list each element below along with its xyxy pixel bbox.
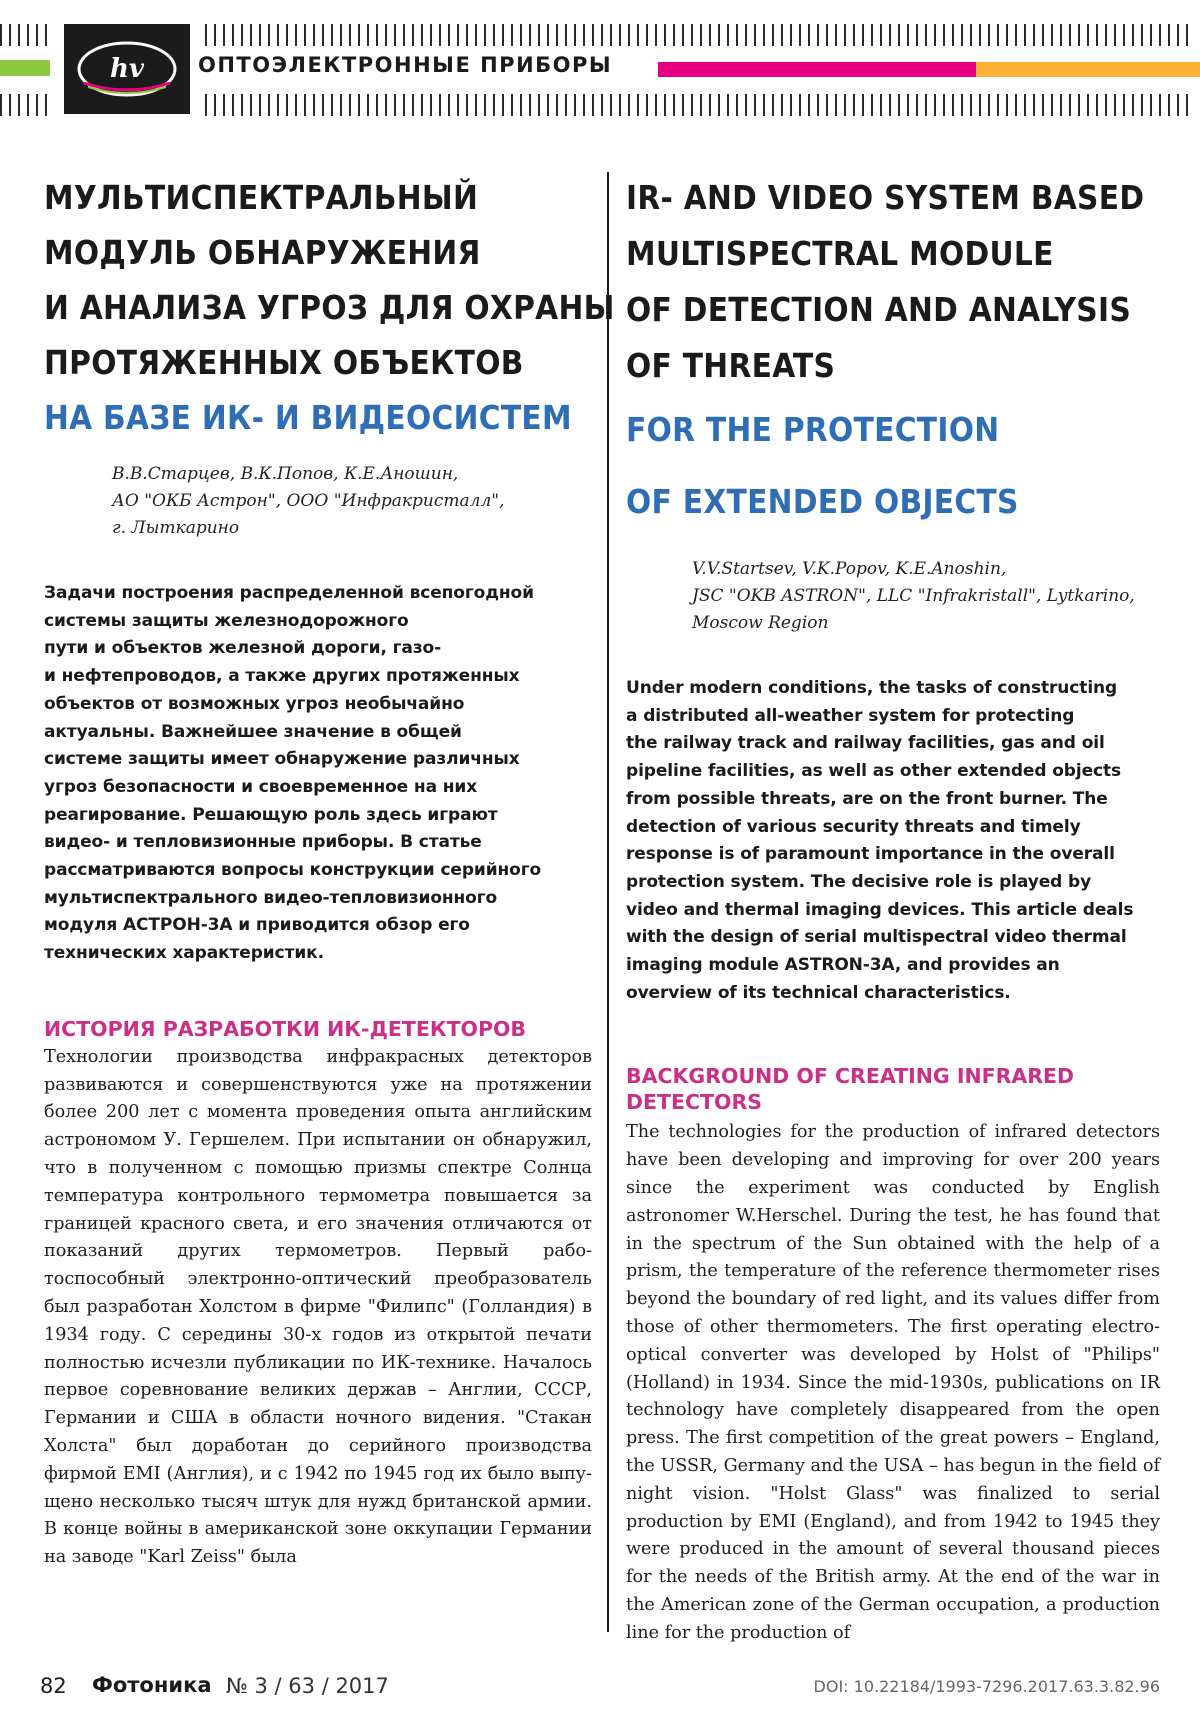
ru-article-title: [44, 170, 592, 445]
journal-issue: № 3 / 63 / 2017: [226, 1674, 389, 1698]
ru-abstract-line: видео- и тепловизионные приборы. В статье: [44, 829, 592, 857]
ru-abstract-line: реагирование. Решающую роль здесь играют: [44, 802, 592, 830]
doi-link[interactable]: DOI: 10.22184/1993-7296.2017.63.3.82.96: [814, 1677, 1160, 1696]
en-title-subtitle-line: OF EXTENDED OBJECTS: [626, 466, 1160, 538]
ru-title-line: И АНАЛИЗА УГРОЗ ДЛЯ ОХРАНЫ: [44, 280, 592, 335]
logo-text: hv: [110, 54, 145, 84]
en-title-line: IR- AND VIDEO SYSTEM BASED: [626, 170, 1160, 226]
ru-abstract-line: технических характеристик.: [44, 940, 592, 968]
header-yellow-bar: [976, 62, 1200, 77]
ru-title-line: МУЛЬТИСПЕКТРАЛЬНЫЙ: [44, 170, 592, 225]
ru-author-line: АО "ОКБ Астрон", ООО "Инфракристалл",: [112, 488, 592, 515]
ru-abstract-line: пути и объектов железной дороги, газо-: [44, 635, 592, 663]
en-article-title: [626, 170, 1160, 538]
en-abstract-line: imaging module ASTRON-3A, and provides an: [626, 952, 1160, 980]
en-section-heading-line: BACKGROUND OF CREATING INFRARED: [626, 1063, 1160, 1089]
english-column: [626, 170, 1160, 1648]
en-abstract-line: a distributed all-weather system for protecting: [626, 703, 1160, 731]
ru-abstract-line: рассматриваются вопросы конструкции серийного: [44, 857, 592, 885]
section-title: ОПТОЭЛЕКТРОННЫЕ ПРИБОРЫ: [198, 53, 612, 77]
en-abstract-line: the railway track and railway facilities, gas and oil: [626, 730, 1160, 758]
en-abstract-line: pipeline facilities, as well as other extended objects: [626, 758, 1160, 786]
en-abstract-line: with the design of serial multispectral video thermal: [626, 924, 1160, 952]
en-abstract-line: protection system. The decisive role is played by: [626, 869, 1160, 897]
header-tick-rule: [0, 24, 50, 46]
ru-author-line: г. Лыткарино: [112, 515, 592, 542]
page-footer: [40, 1670, 1160, 1706]
ru-abstract-line: актуальны. Важнейшее значение в общей: [44, 719, 592, 747]
ru-body-text: Технологии производства инфракрасных детекто­ров развиваются и совершенствуются уже на про­тяжении более 200 лет с момента проведения опыта английским астрономом У. Гершелем. При испытании он обнаружил, что в полученном с помощью призмы спектре Солнца температура контрольного термометра повышается за грани­цей красного света, и его значения отличаются от показаний других термометров. Первый рабо­тоспособный электронно-оптический преобразо­ватель был разработан Холстом в фирме "Филипс" (Голландия) в 1934 году. С середины 30-х годов из открытой печати полностью исчезли публи­кации по ИК-технике. Началось первое соревно­вание великих держав – Англии, СССР, Германии и США в области ночного видения. "Стакан Холста" был доработан до серийного производства фирмой EMI (Англия), и с 1942 по 1945 год их было выпу­щено несколько тысяч штук для нужд британ­ской армии. В конце войны в американской зоне оккупации Германии на заводе "Karl Zeiss" была: [44, 1044, 592, 1572]
en-title-line: OF DETECTION AND ANALYSIS: [626, 282, 1160, 338]
ru-abstract-line: Задачи построения распределенной всепогодной: [44, 580, 592, 608]
ru-abstract-line: модуля АСТРОН-3А и приводится обзор его: [44, 912, 592, 940]
ru-abstract-line: системы защиты железнодорожного: [44, 608, 592, 636]
ru-section-heading: ИСТОРИЯ РАЗРАБОТКИ ИК-ДЕТЕКТОРОВ: [44, 1016, 592, 1042]
en-abstract-line: video and thermal imaging devices. This article deals: [626, 897, 1160, 925]
en-title-line: OF THREATS: [626, 338, 1160, 394]
en-section-heading-line: DETECTORS: [626, 1089, 1160, 1115]
ru-abstract-line: мультиспектрального видео-тепловизионного: [44, 885, 592, 913]
ru-authors: [112, 461, 592, 542]
en-authors: [692, 556, 1160, 637]
ru-abstract-line: объектов от возможных угроз необычайно: [44, 691, 592, 719]
en-title-line: MULTISPECTRAL MODULE: [626, 226, 1160, 282]
en-abstract: [626, 675, 1160, 1007]
ru-abstract-line: угроз безопасности и своевременное на них: [44, 774, 592, 802]
en-author-line: JSC "OKB ASTRON", LLC "Infrakristall", Lytkarino,: [692, 583, 1160, 610]
ru-title-line: МОДУЛЬ ОБНАРУЖЕНИЯ: [44, 225, 592, 280]
en-abstract-line: from possible threats, are on the front burner. The: [626, 786, 1160, 814]
hv-logo-icon: [72, 33, 182, 105]
en-section-heading: [626, 1063, 1160, 1115]
ru-title-subtitle: НА БАЗЕ ИК- И ВИДЕОСИСТЕМ: [44, 390, 592, 445]
ru-abstract-line: и нефтепроводов, а также других протяженных: [44, 663, 592, 691]
russian-column: [44, 170, 592, 1572]
en-abstract-line: Under modern conditions, the tasks of constructing: [626, 675, 1160, 703]
en-body-text: The technologies for the production of infrared detectors have been developing and improving for over 200 years since the experiment was conducted by English astronomer W.Herschel. During the test, he has found that in the spectrum of the Sun obtained with the help of a prism, the temperature of the reference thermometer rises beyond the boundary of red light, and its values differ from those of other thermometers. The first operating electro-optical converter was developed by Holst of "Philips" (Holland) in 1934. Since the mid-1930s, publications on IR technology have completely disappeared from the open press. The first competition of the great powers – England, the USSR, Germany and the USA – has begun in the field of night vision. "Holst Glass" was finalized to serial production by EMI (England), and from 1942 to 1945 they were produced in the amount of several thousand pieces for the needs of the British army. At the end of the war in the American zone of the German occupation, a production line for the production of: [626, 1119, 1160, 1647]
en-abstract-line: overview of its technical characteristics.: [626, 980, 1160, 1008]
header-pink-bar: [658, 62, 976, 77]
page-number: 82: [40, 1674, 67, 1698]
page-header: [0, 0, 1200, 118]
ru-title-line: ПРОТЯЖЕННЫХ ОБЪЕКТОВ: [44, 335, 592, 390]
en-abstract-line: detection of various security threats and timely: [626, 814, 1160, 842]
en-author-line: Moscow Region: [692, 610, 1160, 637]
ru-abstract-line: системе защиты имеет обнаружение различных: [44, 746, 592, 774]
header-tick-rule: [0, 94, 50, 116]
header-green-bar: [0, 60, 50, 76]
en-author-line: V.V.Startsev, V.K.Popov, K.E.Anoshin,: [692, 556, 1160, 583]
journal-logo: [64, 24, 190, 114]
ru-author-line: В.В.Старцев, В.К.Попов, К.Е.Аношин,: [112, 461, 592, 488]
header-tick-rule: [205, 94, 1195, 116]
ru-abstract: [44, 580, 592, 968]
header-tick-rule: [205, 24, 1195, 46]
en-title-subtitle-line: FOR THE PROTECTION: [626, 394, 1160, 466]
journal-name: Фотоника: [92, 1673, 212, 1697]
column-divider: [607, 172, 609, 1632]
en-abstract-line: response is of paramount importance in the overall: [626, 841, 1160, 869]
